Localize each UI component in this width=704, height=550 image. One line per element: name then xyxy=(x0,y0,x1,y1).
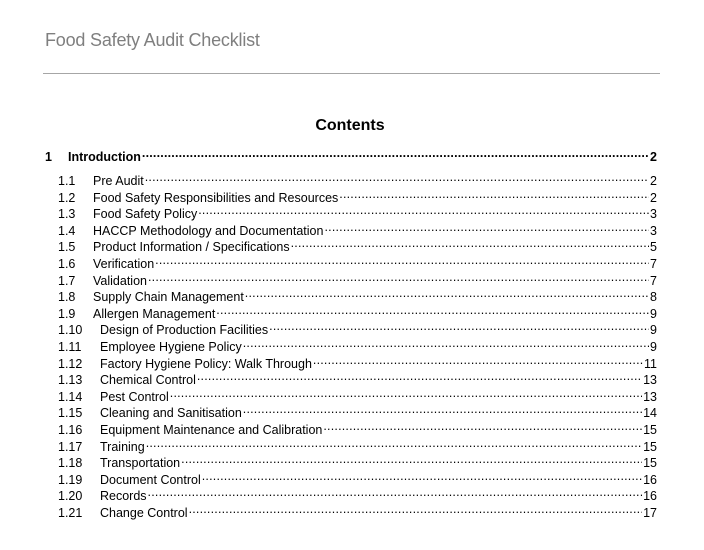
toc-entry[interactable] xyxy=(58,186,657,205)
toc-leader-dots xyxy=(155,252,649,268)
toc-entry[interactable] xyxy=(58,484,657,504)
toc-leader-dots xyxy=(148,269,649,285)
toc-entry-number: 1.1 xyxy=(58,174,76,188)
toc-entry-page: 2 xyxy=(650,190,657,205)
toc-entry-title: Equipment Maintenance and Calibration xyxy=(100,423,323,437)
toc-entry-page: 3 xyxy=(650,223,657,238)
toc-entry-page: 15 xyxy=(643,456,657,471)
toc-entry-page: 9 xyxy=(650,340,657,354)
toc-entry-title: Design of Production Facilities xyxy=(100,323,269,338)
toc-entry[interactable] xyxy=(58,401,657,421)
toc-entry-title: Allergen Management xyxy=(93,306,216,321)
toc-entry-number: 1.4 xyxy=(58,223,76,238)
toc-entry-number: 1.2 xyxy=(58,190,76,205)
toc-entry-page: 11 xyxy=(644,356,657,371)
toc-leader-dots xyxy=(142,145,649,161)
toc-entry[interactable] xyxy=(58,302,657,321)
toc-entry-title: HACCP Methodology and Documentation xyxy=(93,223,324,238)
toc-entry-page: 16 xyxy=(643,472,657,487)
toc-entry[interactable] xyxy=(58,435,657,454)
toc-entry-page: 9 xyxy=(650,306,657,321)
toc-entry-number: 1.10 xyxy=(58,323,83,338)
toc-entry-title: Factory Hygiene Policy: Walk Through xyxy=(100,356,312,371)
toc-entry-number: 1.7 xyxy=(58,273,76,288)
toc-leader-dots xyxy=(170,385,642,401)
toc-entry-title: Food Safety Policy xyxy=(93,207,198,222)
toc-entry-page: 13 xyxy=(643,389,657,404)
toc-entry-number: 1.9 xyxy=(58,306,76,321)
toc-leader-dots xyxy=(245,285,649,301)
toc-entry-page: 7 xyxy=(650,257,657,271)
toc-leader-dots xyxy=(269,318,649,334)
toc-entry-page: 15 xyxy=(643,439,657,454)
toc-leader-dots xyxy=(291,235,649,251)
toc-entry[interactable] xyxy=(58,385,657,404)
toc-entry-title: Supply Chain Management xyxy=(93,290,244,305)
toc-entry[interactable] xyxy=(58,235,657,255)
toc-leader-dots xyxy=(243,401,642,417)
toc-entry-page: 3 xyxy=(650,207,657,222)
toc-entry-number: 1.20 xyxy=(58,489,83,504)
toc-leader-dots xyxy=(339,186,649,202)
toc-entry-page: 16 xyxy=(643,489,657,504)
toc-entry-number: 1.5 xyxy=(58,240,76,255)
toc-entry-number: 1.15 xyxy=(58,406,83,421)
toc-leader-dots xyxy=(198,202,649,218)
toc-entry[interactable] xyxy=(58,451,657,471)
toc-entry-page: 13 xyxy=(643,373,657,388)
toc-leader-dots xyxy=(313,352,643,368)
toc-entry-page: 15 xyxy=(643,423,657,437)
toc-entry-title: Verification xyxy=(93,257,155,271)
toc-entry-page: 8 xyxy=(650,290,657,305)
toc-entry[interactable] xyxy=(58,335,657,354)
toc-entry-title: Records xyxy=(100,489,147,504)
toc-entry[interactable] xyxy=(58,169,657,188)
toc-entry-page: 5 xyxy=(650,240,657,255)
toc-entry-number: 1 xyxy=(45,150,52,164)
toc-entry-number: 1.16 xyxy=(58,423,83,437)
toc-entry-title: Pre Audit xyxy=(93,174,144,188)
toc-leader-dots xyxy=(146,435,642,451)
toc-entry[interactable] xyxy=(58,418,657,437)
document-title: Food Safety Audit Checklist xyxy=(45,30,260,50)
toc-entry-title: Validation xyxy=(93,273,147,288)
toc-entry-introduction[interactable] xyxy=(45,145,657,164)
toc-entry-number: 1.6 xyxy=(58,257,76,271)
toc-entry-title: Document Control xyxy=(100,472,201,487)
toc-entry-number: 1.8 xyxy=(58,290,76,305)
toc-entry-title: Training xyxy=(100,439,145,454)
toc-entry[interactable] xyxy=(58,252,657,271)
toc-entry-title: Food Safety Responsibilities and Resources xyxy=(93,190,339,205)
toc-leader-dots xyxy=(216,302,649,318)
toc-entry-title: Product Information / Specifications xyxy=(93,240,290,255)
toc-leader-dots xyxy=(148,484,643,500)
toc-entry[interactable] xyxy=(58,501,657,520)
toc-entry-title: Transportation xyxy=(100,456,181,471)
toc-entry[interactable] xyxy=(58,318,657,338)
toc-entry-title: Change Control xyxy=(100,506,188,520)
toc-entry[interactable] xyxy=(58,219,657,238)
toc-entry[interactable] xyxy=(58,285,657,305)
toc-entry-page: 17 xyxy=(643,506,657,520)
toc-entry-number: 1.14 xyxy=(58,389,83,404)
toc-entry-number: 1.18 xyxy=(58,456,83,471)
toc-entry[interactable] xyxy=(58,202,657,222)
toc-leader-dots xyxy=(197,368,642,384)
toc-entry-title: Introduction xyxy=(68,150,141,164)
toc-entry-page: 2 xyxy=(650,150,657,164)
toc-leader-dots xyxy=(324,219,649,235)
toc-entry[interactable] xyxy=(58,352,657,371)
contents-heading: Contents xyxy=(315,117,385,134)
toc-entry-number: 1.21 xyxy=(58,506,83,520)
toc-leader-dots xyxy=(243,335,649,351)
toc-entry-title: Employee Hygiene Policy xyxy=(100,340,242,354)
toc-leader-dots xyxy=(189,501,643,517)
toc-entry[interactable] xyxy=(58,368,657,388)
toc-leader-dots xyxy=(202,468,642,484)
toc-entry-page: 2 xyxy=(650,174,657,188)
toc-leader-dots xyxy=(323,418,642,434)
toc-entry-page: 7 xyxy=(650,273,657,288)
toc-entry-number: 1.19 xyxy=(58,472,83,487)
toc-entry-title: Chemical Control xyxy=(100,373,196,388)
toc-entry-number: 1.13 xyxy=(58,373,83,388)
toc-leader-dots xyxy=(181,451,642,467)
toc-entry-number: 1.12 xyxy=(58,356,83,371)
toc-leader-dots xyxy=(145,169,649,185)
toc-entry-page: 14 xyxy=(643,406,657,421)
toc-entry-title: Cleaning and Sanitisation xyxy=(100,406,242,421)
toc-entry-number: 1.17 xyxy=(58,439,83,454)
toc-entry-title: Pest Control xyxy=(100,389,169,404)
toc-entry-number: 1.11 xyxy=(58,340,82,354)
toc-entry[interactable] xyxy=(58,468,657,487)
toc-entry-number: 1.3 xyxy=(58,207,76,222)
toc-entry[interactable] xyxy=(58,269,657,288)
toc-entry-page: 9 xyxy=(650,323,657,338)
